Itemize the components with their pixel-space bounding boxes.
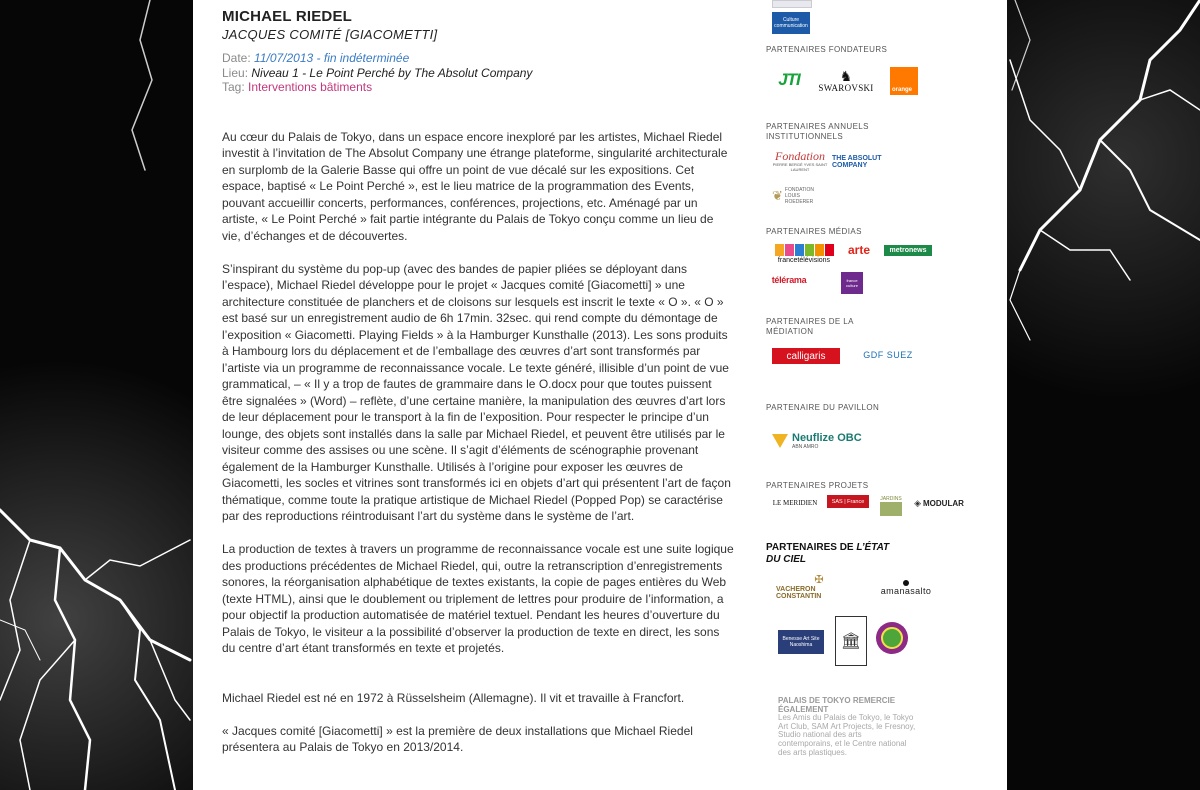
france-channels-icon bbox=[775, 244, 834, 256]
calligaris-text: calligaris bbox=[786, 350, 826, 362]
franceculture-text: france culture bbox=[845, 278, 858, 288]
gdfsuez-logo[interactable] bbox=[852, 348, 924, 362]
building-icon: 🏛 bbox=[840, 633, 862, 650]
section-medias: PARTENAIRES MÉDIAS bbox=[766, 227, 862, 236]
etat-prefix: PARTENAIRES DE bbox=[766, 542, 857, 553]
sas-logo[interactable] bbox=[827, 495, 869, 508]
place-label: Lieu: bbox=[222, 65, 249, 80]
benesse-text: Benesse Art Site Naoshima bbox=[782, 636, 820, 648]
sas-text: SAS | France bbox=[831, 498, 865, 505]
orange-text: orange bbox=[892, 87, 913, 93]
seal-inner-icon bbox=[881, 627, 903, 649]
arte-text: arte bbox=[847, 243, 870, 257]
place-value: Niveau 1 - Le Point Perché by The Absolut Company bbox=[251, 65, 533, 80]
paragraph: Michael Riedel est né en 1972 à Rüsselsheim (Allemagne). Il vit et travaille à Francfort. bbox=[222, 690, 685, 705]
museum-emblem-logo[interactable] bbox=[835, 616, 867, 666]
paragraph: La production de textes à travers un programme de reconnaissance vocale est une suite logique des productions précédentes de Michael Riedel, qui, outre la retranscription d’enregistrements sonores, la réorganisation alphabétique de textes existants, la copie de pages entières du Web (texte HTML), ainsi que le doublement ou triplement de lettres pour produire de l’information, a pour objectif la production automatisée de matériel textuel. Pendant les heures d’ouverture du Palais de Tokyo, le visiteur a la possibilité d’observer la production de texte en direct, les sons du centre d’art étant transformés en texte et projetés. bbox=[222, 542, 734, 655]
ministry-culture-logo[interactable] bbox=[772, 0, 812, 8]
neuflize-subtext: ABN AMRO bbox=[792, 444, 819, 450]
paragraph: Au cœur du Palais de Tokyo, dans un espace encore inexploré par les artistes, Michael Riedel investit à l’invitation de The Absolut Company une étrange plateforme, singularité architecturale en surplomb de la Galerie Basse qui offre un point de vue décalé sur les expositions. Cet espace, baptisé « Le Point Perché », est le lieu matrice de la programmation des Events, pouvant accueillir concerts, performances, conférences, projections, etc. Aménagé par un artiste, « Le Point Perché » fait partie intégrante du Palais de Tokyo conçu comme un lieu de vie, d’échanges et de découvertes. bbox=[222, 129, 728, 243]
calligaris-logo[interactable] bbox=[772, 348, 840, 364]
benesse-logo[interactable] bbox=[778, 630, 824, 654]
roederer-logo[interactable] bbox=[772, 185, 828, 207]
etat-line2: DU CIEL bbox=[766, 554, 806, 565]
orange-logo[interactable] bbox=[890, 67, 918, 95]
fondation-ysl-text: Fondation bbox=[775, 149, 825, 163]
section-fondateurs: PARTENAIRES FONDATEURS bbox=[766, 45, 888, 54]
jti-logo[interactable] bbox=[774, 68, 804, 92]
neuflize-text-group bbox=[792, 432, 862, 450]
article-body bbox=[222, 129, 734, 756]
modular-logo[interactable] bbox=[910, 496, 968, 510]
content-page bbox=[193, 0, 1007, 790]
section-annuels: PARTENAIRES ANNUELS INSTITUTIONNELS bbox=[766, 122, 869, 141]
event-meta bbox=[222, 51, 734, 95]
roederer-text: FONDATION LOUIS ROEDERER bbox=[784, 187, 814, 205]
laurel-icon: ❦ bbox=[772, 188, 783, 203]
date-label: Date: bbox=[222, 51, 251, 65]
amanasalto-text: amanasalto bbox=[880, 586, 932, 596]
franceculture-logo[interactable] bbox=[841, 272, 863, 294]
paragraph: « Jacques comité [Giacometti] » est la première de deux installations que Michael Riedel présentera au Palais de Tokyo en 2013/2014. bbox=[222, 723, 693, 754]
paragraph: S’inspirant du système du pop-up (avec des bandes de papier pliées se déployant dans l’espace), Michael Riedel développe pour le projet « Jacques comité [Giacometti] » une architecture constituée de planchers et de cloisons sur lesquels est inscrit le texte « O ». « O » est basé sur un enregistrement audio de 6h 17min. 32sec. qui rend compte du démontage de l’exposition « Giacometti. Playing Fields » à la Hamburger Kunsthalle (2013). Les sons produits à Hambourg lors du déplacement et de l’emballage des œuvres d’art sont transformés par l’artiste via un programme de reconnaissance vocale. Le texte généré, illisible d’un point de vue grammatical, – « Il y a trop de fautes de grammaire dans le O.docx pour que toutes puissent être signalées » (Word) – reflète, d’une certaine manière, la manipulation des œuvres d’art lors de leur déplacement pour le transport à la fin de l’exposition. Pour respecter le principe d’un lounge, des objets sont installés dans la salle par Michael Riedel, et peuvent être utilisés par le visiteur comme des assises ou une scène. Il s’agit d’éléments de scénographie provenant également de la Hamburger Kunsthalle. Utilisés à l’origine pour exposer les œuvres de Giacometti, les socles et vitrines sont transformés ici en objets d’art qui présentent l’art de façon thématique, comme toute la pratique artistique de Michael Riedel (Popped Pop) se caractérise par des reproductions réintroduisant l’art du système dans le système de l’art. bbox=[222, 261, 731, 523]
jardins-text: JARDINS bbox=[880, 496, 902, 502]
seal-logo[interactable] bbox=[876, 622, 908, 654]
article bbox=[222, 8, 734, 772]
absolut-company-logo[interactable] bbox=[832, 154, 888, 170]
modular-diamond-icon: ◈ bbox=[914, 497, 922, 508]
jardins-icon bbox=[880, 502, 902, 516]
place-row bbox=[222, 66, 734, 81]
swarovski-logo[interactable] bbox=[814, 66, 878, 96]
vacheron-logo[interactable] bbox=[776, 573, 862, 601]
section-projets: PARTENAIRES PROJETS bbox=[766, 481, 869, 490]
francetv-text: francetélévisions bbox=[777, 256, 831, 264]
metronews-text: metronews bbox=[889, 247, 927, 254]
swarovski-text: SWAROVSKI bbox=[818, 83, 874, 93]
artist-name: MICHAEL RIEDEL bbox=[222, 8, 353, 25]
telerama-logo[interactable] bbox=[772, 272, 806, 288]
metronews-logo[interactable] bbox=[884, 245, 932, 256]
telerama-text: télérama bbox=[771, 275, 807, 285]
francetelevisions-logo[interactable] bbox=[772, 241, 836, 267]
jti-text: JTI bbox=[778, 70, 800, 89]
neuflize-text: Neuflize OBC bbox=[792, 432, 862, 444]
etat-em: L’ÉTAT bbox=[856, 542, 890, 553]
section-mediation: PARTENAIRES DE LA MÉDIATION bbox=[766, 317, 854, 336]
lemeridien-logo[interactable] bbox=[770, 496, 820, 510]
neuflize-icon bbox=[772, 434, 788, 448]
tag-link[interactable]: Interventions bâtiments bbox=[248, 80, 373, 94]
fondation-ysl-logo[interactable] bbox=[772, 148, 828, 174]
tag-label: Tag: bbox=[222, 80, 245, 94]
swan-icon: ♞ bbox=[839, 68, 853, 84]
maltese-cross-icon: ✠ bbox=[814, 573, 824, 586]
vacheron-text: VACHERON CONSTANTIN bbox=[776, 585, 822, 600]
work-title: JACQUES COMITÉ [GIACOMETTI] bbox=[222, 27, 438, 42]
jardins-logo[interactable] bbox=[878, 492, 904, 520]
culture-communication-text: Culture communication bbox=[774, 17, 808, 29]
lemeridien-text: LE MERIDIEN bbox=[772, 499, 818, 507]
date-row bbox=[222, 51, 734, 66]
gdfsuez-text: GDF SUEZ bbox=[863, 350, 913, 360]
tag-row bbox=[222, 80, 734, 95]
section-etat-du-ciel bbox=[766, 542, 889, 566]
fondation-ysl-subtext: PIERRE BERGÉ YVES SAINT LAURENT bbox=[772, 162, 828, 172]
thanks-block bbox=[778, 697, 918, 757]
modular-text: MODULAR bbox=[923, 498, 964, 508]
absolut-text: THE ABSOLUT COMPANY bbox=[832, 155, 882, 169]
neuflize-logo[interactable] bbox=[772, 428, 864, 454]
thanks-title: PALAIS DE TOKYO REMERCIE ÉGALEMENT bbox=[778, 696, 896, 714]
culture-communication-logo[interactable] bbox=[772, 12, 810, 34]
date-value: 11/07/2013 - fin indéterminée bbox=[254, 51, 410, 65]
etat-line1 bbox=[766, 542, 889, 554]
thanks-text: Les Amis du Palais de Tokyo, le Tokyo Art Club, SAM Art Projects, le Fresnoy, Studio national des arts contemporains, et le Centre national des arts plastiques. bbox=[778, 713, 916, 757]
section-pavillon: PARTENAIRE DU PAVILLON bbox=[766, 403, 880, 412]
amanasalto-logo[interactable] bbox=[874, 576, 938, 600]
arte-logo[interactable] bbox=[842, 243, 876, 257]
